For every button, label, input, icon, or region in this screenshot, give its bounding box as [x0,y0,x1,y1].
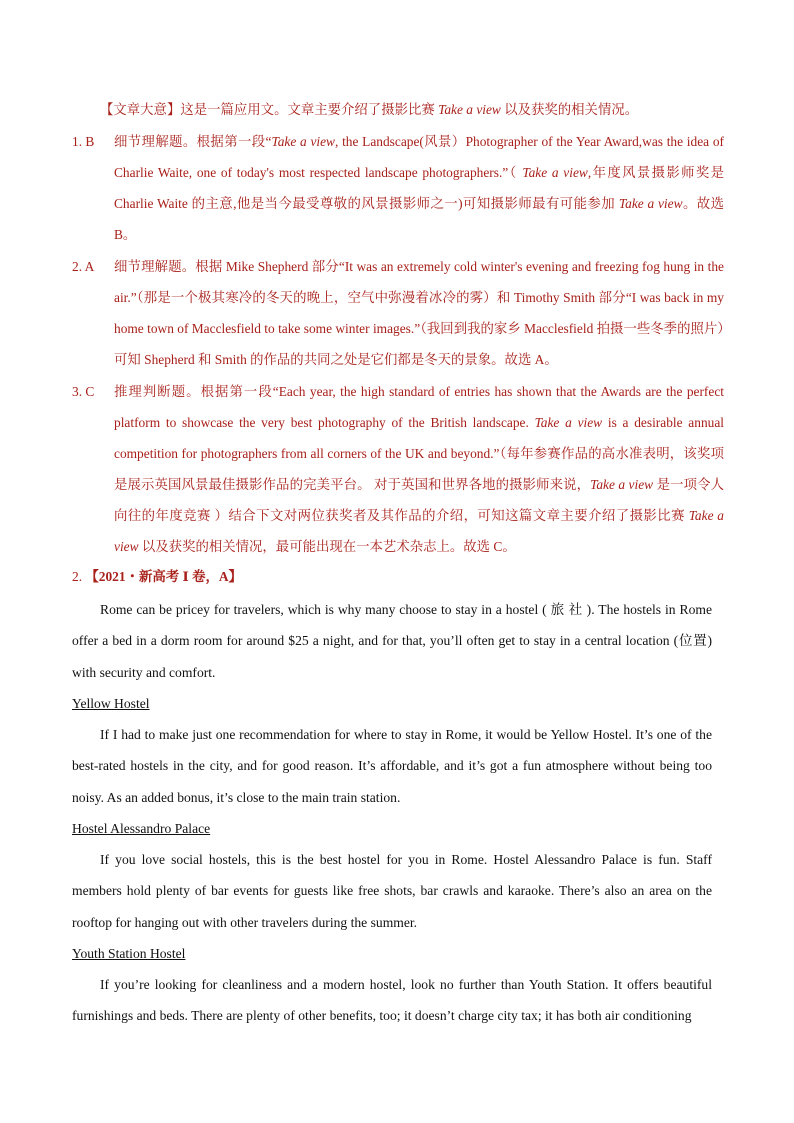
section-header [72,567,242,587]
explanation-text: is a desirable annual competition for photographers from all corners of the UK and beyond.”（每年参赛作品的高水准表明，该奖项是展示英国风景最佳摄影作品的完美平台。 对于英国和世界各地的摄影师来说， [114,415,724,492]
section-tag: 【2021・新高考 Ⅰ 卷，A】 [85,569,242,584]
explanation-text: 推理判断题。根据第一段“Each year, the high standard of entries has shown that the Awards are the perfect platform to showcase the very best photography of the British landscape. [114,384,724,430]
hostel-name-youth-station: Youth Station Hostel [72,946,186,961]
hostel-text-youth-station: If you’re looking for cleanliness and a modern hostel, look no further than Youth Station. It offers beautiful furnishings and beds. There are plenty of other benefits, too; it doesn’t charge city tax; it has both air conditioning [72,977,712,1024]
italic-title: Take a view [114,508,725,554]
explanation-text: 细节理解题。根据第一段“ [114,134,272,149]
hostel-name-yellow: Yellow Hostel [72,696,150,711]
explanation-text: , the Landscape(风景）Photographer of the Year Award,was the idea of Charlie Waite, one of today's most respected landscape photographers.”（ [114,134,724,180]
italic-title: Take a view [271,134,335,149]
summary-italic: Take a view [438,102,501,117]
answer-number: 3. C [72,384,95,399]
summary-text-before: 这是一篇应用文。文章主要介绍了摄影比赛 [180,102,439,117]
answer-explanation [114,251,724,375]
article-summary [100,100,638,120]
italic-title: Take a view [618,196,683,211]
explanation-text: 是一项令人向往的年度竞赛 ）结合下文对两位获奖者及其作品的介绍，可知这篇文章主要介绍了摄影比赛 [114,477,724,523]
section-number: 2. [72,569,83,584]
hostel-text-alessandro: If you love social hostels, this is the best hostel for you in Rome. Hostel Alessandro Palace is fun. Staff members hold plenty of bar events for guests like free shots, bar crawls and karaoke. There’s also an area on the rooftop for hanging out with other travelers during the summer. [72,852,712,930]
explanation-text: 以及获奖的相关情况，最可能出现在一本艺术杂志上。故选 C。 [138,539,516,554]
explanation-text: 。故选 B。 [114,196,724,242]
hostel-name-alessandro: Hostel Alessandro Palace [72,821,211,836]
answer-explanation [114,126,724,250]
italic-title: Take a view [534,415,603,430]
explanation-text: 细节理解题。根据 Mike Shepherd 部分“It was an extremely cold winter's evening and freezing fog hung in the air.”（那是一个极其寒冷的冬天的晚上，空气中弥漫着冰冷的雾）和 Timothy Smith 部分“I was back in my home town of Macclesfield to take some winter images.”（我回到我的家乡 Macclesfield 拍摄一些冬季的照片）可知 Shepherd 和 Smith 的作品的共同之处是它们都是冬天的景象。故选 A。 [114,259,724,367]
answer-number: 1. B [72,134,95,149]
summary-text-after: 以及获奖的相关情况。 [500,102,639,117]
answer-explanation [114,376,724,562]
hostel-text-yellow: If I had to make just one recommendation for where to stay in Rome, it would be Yellow Hostel. It’s one of the best-rated hostels in the city, and for good reason. It’s affordable, and it’s got a fun atmosphere without being too noisy. As an added bonus, it’s close to the main train station. [72,727,712,805]
italic-title: Take a view [522,165,588,180]
answer-number: 2. A [72,259,95,274]
summary-label: 【文章大意】 [100,102,181,117]
passage-intro: Rome can be pricey for travelers, which is why many choose to stay in a hostel ( 旅 社 ). The hostels in Rome offer a bed in a dorm room for around $25 a night, and for that, you’ll often get to stay in a central location (位置) with security and comfort. [72,602,712,680]
italic-title: Take a view [590,477,654,492]
explanation-text: ,年度风景摄影师奖是 Charlie Waite 的主意,他是当今最受尊敬的风景摄影师之一)可知摄影师最有可能参加 [114,165,724,211]
